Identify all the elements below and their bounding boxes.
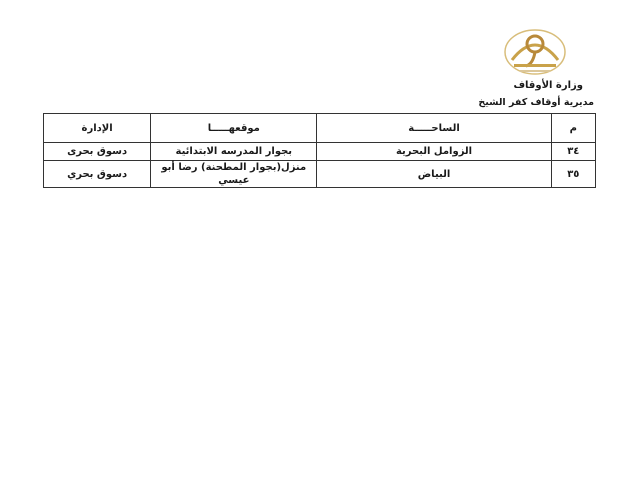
cell-location: منزل(بجوار المطحنة) رضا أبو عيسي [151, 161, 317, 188]
cell-location: بجوار المدرسه الابتدائية [151, 143, 317, 161]
ministry-name: وزارة الأوقاف [513, 80, 583, 91]
table-row [44, 161, 596, 188]
schedule-table [43, 113, 596, 188]
col-header-field: الساحـــــة [317, 114, 551, 143]
table-row [44, 143, 596, 161]
cell-admin: دسوق بحرى [44, 143, 151, 161]
col-header-number: م [551, 114, 595, 143]
cell-field: البياض [317, 161, 551, 188]
col-header-location: موقعهـــــا [151, 114, 317, 143]
cell-number: ٣٥ [551, 161, 595, 188]
cell-number: ٣٤ [551, 143, 595, 161]
ministry-logo [500, 22, 570, 80]
table-header-row [44, 114, 596, 143]
directorate-name: مديرية أوقاف كفر الشيخ [478, 97, 594, 108]
cell-field: الزوامل البحرية [317, 143, 551, 161]
cell-admin: دسوق بحري [44, 161, 151, 188]
col-header-admin: الإدارة [44, 114, 151, 143]
